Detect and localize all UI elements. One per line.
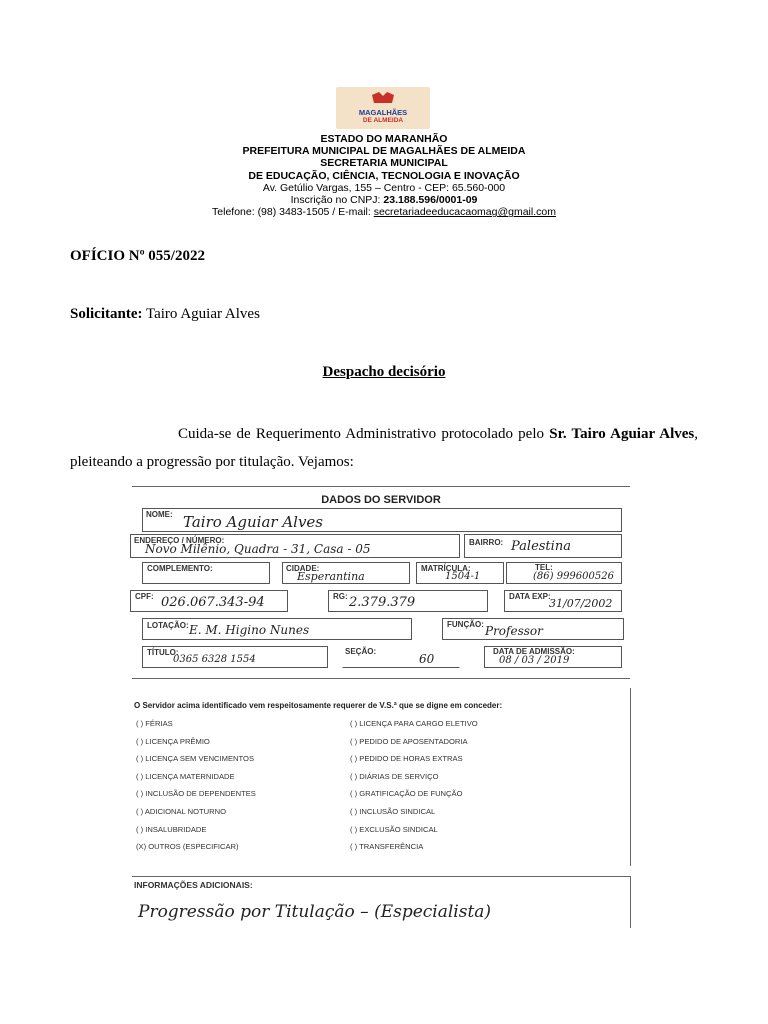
matricula-box: [416, 562, 504, 584]
option-licenca-cargo-eletivo[interactable]: ( ) LICENÇA PARA CARGO ELETIVO: [350, 719, 478, 728]
requester-name: Tairo Aguiar Alves: [145, 306, 260, 322]
funcao-value: Professor: [485, 624, 543, 638]
option-transferencia[interactable]: ( ) TRANSFERÊNCIA: [350, 842, 424, 851]
body-paragraph: [70, 420, 698, 476]
cnpj-label: Inscrição no CNPJ:: [290, 194, 384, 207]
cpf-value: 026.067.343-94: [161, 595, 265, 610]
form-top-border: [132, 486, 630, 487]
header-line-4: DE EDUCAÇÃO, CIÊNCIA, TECNOLOGIA E INOVAÇÃO: [248, 169, 520, 182]
additional-value: Progressão por Titulação – (Especialista): [138, 902, 492, 922]
header-line-3: SECRETARIA MUNICIPAL: [320, 157, 448, 170]
nome-box: [142, 508, 622, 532]
cidade-label: CIDADE:: [286, 564, 320, 573]
secao-label: SEÇÃO:: [345, 647, 377, 656]
form-intro: O Servidor acima identificado vem respeitosamente requerer de V.S.ª que se digne em conceder:: [134, 701, 503, 710]
option-ferias[interactable]: ( ) FÉRIAS: [136, 719, 173, 728]
data-exp-box: [504, 590, 622, 612]
header-cnpj: [0, 194, 768, 206]
data-exp-label: DATA EXP:: [509, 592, 551, 601]
option-aposentadoria[interactable]: ( ) PEDIDO DE APOSENTADORIA: [350, 737, 468, 746]
requester-label: Solicitante:: [70, 306, 143, 322]
complemento-box: [142, 562, 270, 584]
header-line-2: PREFEITURA MUNICIPAL DE MAGALHÃES DE ALMEIDA: [242, 145, 526, 158]
admissao-value: 08 / 03 / 2019: [499, 655, 570, 666]
cpf-box: [130, 590, 288, 612]
header-address: Av. Getúlio Vargas, 155 – Centro - CEP: 65.560-000: [262, 181, 506, 194]
para-part-2: , pleiteando a progressão por titulação. Vejamos:: [70, 426, 698, 470]
lotacao-label: LOTAÇÃO:: [147, 621, 189, 630]
form-section-divider: [132, 678, 630, 679]
admissao-label: DATA DE ADMISSÃO:: [493, 647, 575, 656]
form-additional-divider: [132, 876, 630, 877]
cidade-value: Esperantina: [297, 570, 365, 583]
option-outros[interactable]: (X) OUTROS (ESPECIFICAR): [136, 842, 239, 851]
tel-box: [506, 562, 622, 584]
additional-label: INFORMAÇÕES ADICIONAIS:: [134, 880, 253, 890]
matricula-value: 1504-1: [445, 571, 481, 582]
bairro-value: Palestina: [511, 539, 571, 554]
titulo-label: TÍTULO:: [147, 648, 179, 657]
titulo-value: 0365 6328 1554: [173, 654, 256, 665]
option-insalubridade[interactable]: ( ) INSALUBRIDADE: [136, 825, 207, 834]
secao-box: [342, 646, 460, 668]
funcao-box: [442, 618, 624, 640]
tel-label: TEL:: [535, 563, 553, 572]
secao-value: 60: [419, 652, 435, 666]
option-inclusao-dependentes[interactable]: ( ) INCLUSÃO DE DEPENDENTES: [136, 789, 256, 798]
document-title: OFÍCIO Nº 055/2022: [70, 248, 205, 264]
municipality-logo: [336, 87, 430, 129]
funcao-label: FUNÇÃO:: [447, 620, 484, 629]
scanned-form: [128, 482, 634, 934]
additional-right-border: [630, 876, 631, 928]
option-exclusao-sindical[interactable]: ( ) EXCLUSÃO SINDICAL: [350, 825, 438, 834]
option-licenca-maternidade[interactable]: ( ) LICENÇA MATERNIDADE: [136, 772, 235, 781]
lotacao-box: [142, 618, 412, 640]
data-exp-value: 31/07/2002: [549, 597, 613, 610]
matricula-label: MATRÍCULA:: [421, 564, 471, 573]
logo-text-1: MAGALHÃES: [358, 108, 408, 117]
endereco-label: ENDEREÇO / NÚMERO:: [134, 536, 225, 545]
bairro-box: [464, 534, 622, 558]
form-right-border: [630, 688, 631, 866]
contact-prefix: Telefone: (98) 3483-1505 / E-mail:: [212, 206, 374, 219]
option-diarias-servico[interactable]: ( ) DIÁRIAS DE SERVIÇO: [350, 772, 439, 781]
admissao-box: [484, 646, 622, 668]
form-title: DADOS DO SERVIDOR: [321, 494, 441, 506]
endereco-value: Novo Milênio, Quadra - 31, Casa - 05: [145, 542, 371, 556]
option-licenca-sem-vencimentos[interactable]: ( ) LICENÇA SEM VENCIMENTOS: [136, 754, 255, 763]
nome-value: Tairo Aguiar Alves: [183, 513, 324, 531]
letterhead: [0, 133, 768, 218]
option-licenca-premio[interactable]: ( ) LICENÇA PRÊMIO: [136, 737, 210, 746]
para-bold: Sr. Tairo Aguiar Alves: [549, 426, 695, 442]
header-line-1: ESTADO DO MARANHÃO: [320, 133, 448, 145]
option-inclusao-sindical[interactable]: ( ) INCLUSÃO SINDICAL: [350, 807, 436, 816]
rg-box: [328, 590, 488, 612]
bairro-label: BAIRRO:: [469, 538, 504, 547]
para-part-1: Cuida-se de Requerimento Administrativo protocolado pelo: [178, 426, 550, 442]
logo-text-2: DE ALMEIDA: [362, 117, 404, 124]
option-adicional-noturno[interactable]: ( ) ADICIONAL NOTURNO: [136, 807, 227, 816]
tel-value: (86) 999600526: [533, 571, 614, 582]
section-title: Despacho decisório: [322, 364, 446, 380]
complemento-label: COMPLEMENTO:: [147, 564, 213, 573]
cpf-label: CPF:: [135, 592, 154, 601]
nome-label: NOME:: [146, 510, 173, 519]
email-link[interactable]: secretariadeeducacaomag@gmail.com: [373, 206, 556, 219]
cidade-box: [282, 562, 410, 584]
rg-value: 2.379.379: [349, 595, 416, 610]
requester-line: [70, 306, 260, 323]
endereco-box: [130, 534, 460, 558]
titulo-box: [142, 646, 328, 668]
option-gratificacao-funcao[interactable]: ( ) GRATIFICAÇÃO DE FUNÇÃO: [350, 789, 463, 798]
lotacao-value: E. M. Higino Nunes: [189, 623, 310, 637]
header-contact: [0, 206, 768, 218]
cnpj-value: 23.188.596/0001-09: [383, 194, 478, 207]
rg-label: RG:: [333, 592, 348, 601]
option-horas-extras[interactable]: ( ) PEDIDO DE HORAS EXTRAS: [350, 754, 463, 763]
